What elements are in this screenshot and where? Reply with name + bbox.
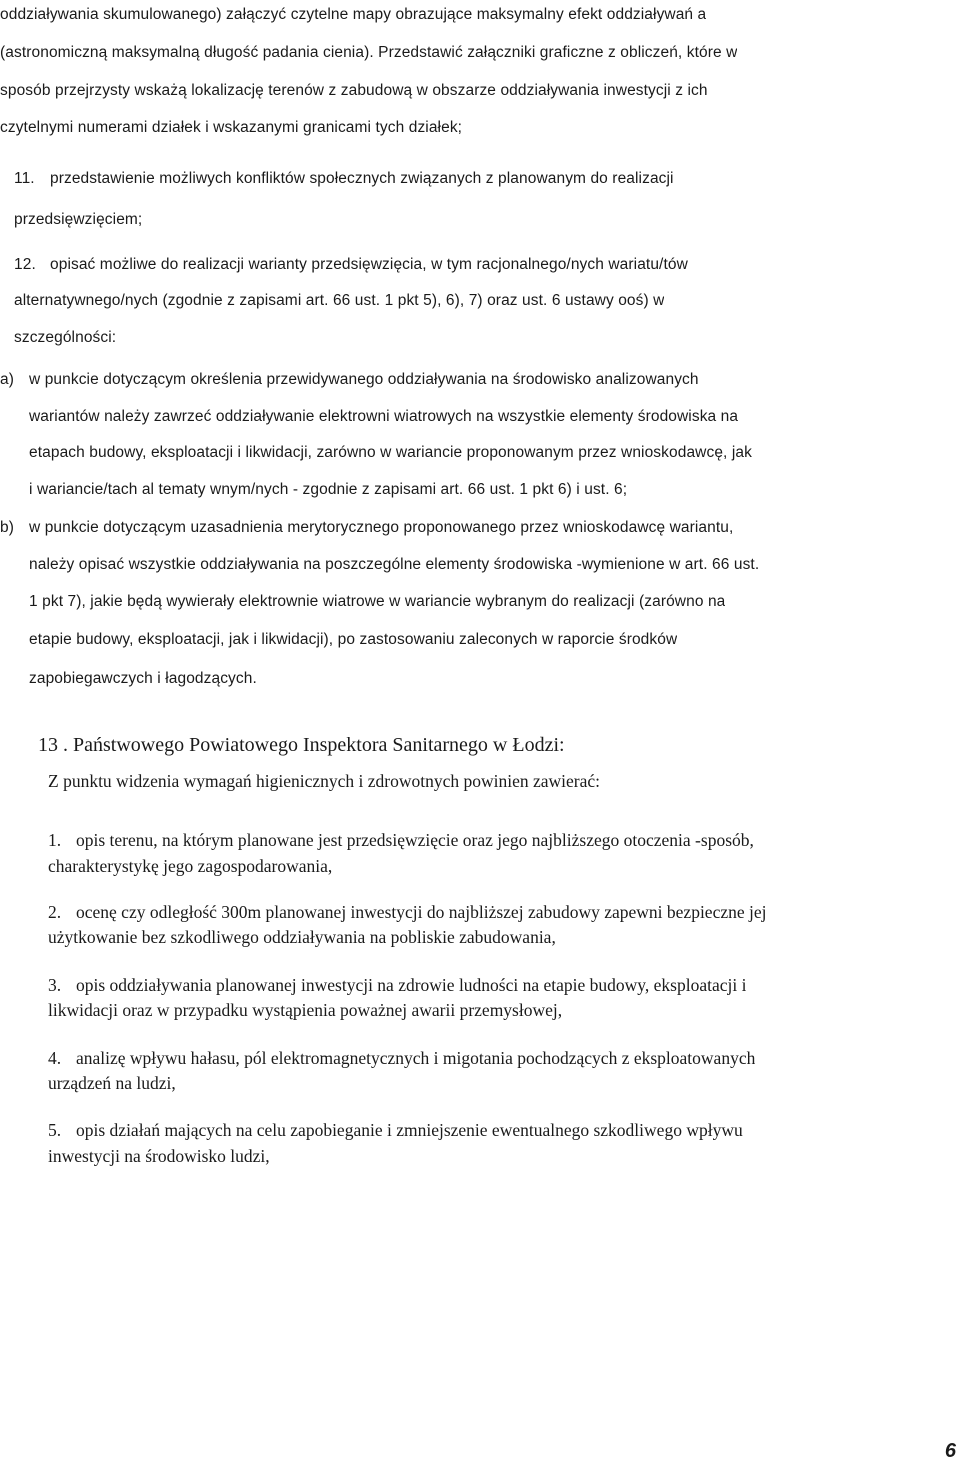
text-line: ocenę czy odległość 300m planowanej inwestycji do najbliższej zabudowy zapewni bezpieczne jej (76, 902, 767, 922)
text-line: likwidacji oraz w przypadku wystąpienia poważnej awarii przemysłowej, (48, 1000, 563, 1020)
text-line: przedstawienie możliwych konfliktów społecznych związanych z planowanym do realizacji (50, 170, 674, 187)
text-line: szczególności: (14, 329, 117, 346)
text-line: sposób przejrzysty wskażą lokalizację terenów z zabudową w obszarze oddziaływania inwestycji z ich (0, 82, 708, 99)
text-line: użytkowanie bez szkodliwego oddziaływania na pobliskie zabudowania, (48, 927, 556, 947)
text-line: 1 pkt 7), jakie będą wywierały elektrownie wiatrowe w wariancie wybranym do realizacji (zarówno na (29, 593, 726, 610)
item-number: 5. (48, 1120, 62, 1140)
page-number: 6 (944, 1440, 956, 1462)
text-line: opis oddziaływania planowanej inwestycji na zdrowie ludności na etapie budowy, eksploatacji i (76, 975, 747, 995)
sub-item-label: b) (0, 519, 14, 536)
section-intro: Z punktu widzenia wymagań higienicznych i zdrowotnych powinien zawierać: (48, 771, 601, 791)
text-line: w punkcie dotyczącym uzasadnienia merytorycznego proponowanego przez wnioskodawcę wariantu, (29, 519, 734, 536)
text-line: urządzeń na ludzi, (48, 1073, 176, 1093)
text-line: należy opisać wszystkie oddziaływania na poszczególne elementy środowiska -wymienione w art. 66 ust. (29, 556, 760, 573)
text-line: opis działań mających na celu zapobieganie i zmniejszenie ewentualnego szkodliwego wpływu (76, 1120, 743, 1140)
item-number: 1. (48, 830, 62, 850)
text-line: wariantów należy zawrzeć oddziaływanie elektrowni wiatrowych na wszystkie elementy środowiska na (29, 408, 739, 425)
text-line: opis terenu, na którym planowane jest przedsięwzięcie oraz jego najbliższego otoczenia -sposób, (76, 830, 754, 850)
item-number: 2. (48, 902, 62, 922)
text-line: etapie budowy, eksploatacji, jak i likwidacji), po zastosowaniu zaleconych w raporcie środków (29, 631, 678, 648)
text-line: w punkcie dotyczącym określenia przewidywanego oddziaływania na środowisko analizowanych (29, 371, 699, 388)
text-line: inwestycji na środowisko ludzi, (48, 1146, 270, 1166)
text-line: analizę wpływu hałasu, pól elektromagnetycznych i migotania pochodzących z eksploatowanych (76, 1048, 756, 1068)
text-line: zapobiegawczych i łagodzących. (29, 670, 257, 687)
item-number: 11. (14, 170, 35, 187)
section-heading: 13 . Państwowego Powiatowego Inspektora Sanitarnego w Łodzi: (38, 734, 565, 756)
text-line: alternatywnego/nych (zgodnie z zapisami art. 66 ust. 1 pkt 5), 6), 7) oraz ust. 6 ustawy ooś) w (14, 292, 665, 309)
sub-item-label: a) (0, 371, 14, 388)
text-line: charakterystykę jego zagospodarowania, (48, 856, 333, 876)
item-number: 12. (14, 256, 36, 273)
text-line: opisać możliwe do realizacji warianty przedsięwzięcia, w tym racjonalnego/nych wariatu/tów (50, 256, 688, 273)
text-line: i wariancie/tach al tematy wnym/nych - zgodnie z zapisami art. 66 ust. 1 pkt 6) i ust. 6; (29, 481, 628, 498)
item-number: 3. (48, 975, 62, 995)
text-line: etapach budowy, eksploatacji i likwidacji, zarówno w wariancie proponowanym przez wnioskodawcę, jak (29, 444, 752, 461)
item-number: 4. (48, 1048, 62, 1068)
text-line: czytelnymi numerami działek i wskazanymi granicami tych działek; (0, 119, 463, 136)
text-line: (astronomiczną maksymalną długość padania cienia). Przedstawić załączniki graficzne z obliczeń, które w (0, 44, 738, 61)
text-line: oddziaływania skumulowanego) załączyć czytelne mapy obrazujące maksymalny efekt oddziaływań a (0, 6, 707, 23)
text-line: przedsięwzięciem; (14, 211, 143, 228)
